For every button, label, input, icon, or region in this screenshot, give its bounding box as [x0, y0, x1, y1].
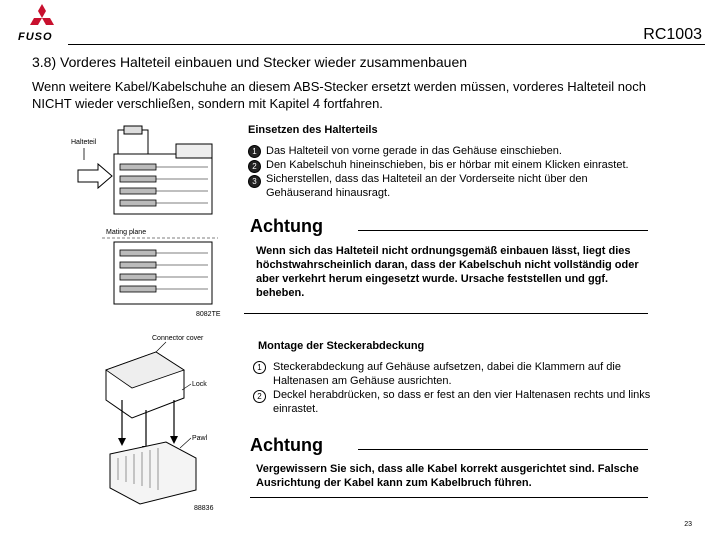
intro-paragraph: Wenn weitere Kabel/Kabelschuhe an diesem ABS-Stecker ersetzt werden müssen, vorderes Halteteil noch NICHT wieder verschließen, sondern mit Kapitel 4 fortfahren. — [32, 79, 646, 111]
figure-label-retainer: Halteteil — [71, 139, 97, 146]
warning-title: Achtung — [250, 435, 323, 455]
header-divider — [68, 44, 705, 45]
cover-assembly-heading: Montage der Steckerabdeckung — [258, 340, 425, 352]
mitsubishi-logo-icon — [26, 4, 58, 32]
warning-title-rule — [358, 230, 648, 231]
warning-bottom-rule — [250, 497, 648, 498]
figure-label-mating-plane: Mating plane — [106, 229, 147, 236]
document-code: RC1003 — [643, 26, 702, 43]
warning-title: Achtung — [250, 216, 323, 236]
step-text: Deckel herabdrücken, so dass er fest an den vier Haltenasen rechts und links einrastet. — [273, 389, 651, 415]
section-title: 3.8) Vorderes Halteteil einbauen und Stecker wieder zusammenbauen — [32, 54, 468, 70]
step-text: Sicherstellen, dass das Halteteil an der Vorderseite nicht über den Gehäuserand hinausragt. — [266, 173, 588, 199]
figure-code-top: 8082TE — [196, 311, 221, 318]
figure-label-lock: Lock — [192, 381, 207, 388]
step-number-badge: 1 — [253, 361, 266, 374]
step-text: Das Halteteil von vorne gerade in das Gehäuse einschieben. — [266, 145, 562, 157]
figure-code-bottom: 88836 — [194, 505, 214, 512]
warning-title-rule — [358, 449, 648, 450]
step-text: Steckerabdeckung auf Gehäuse aufsetzen, dabei die Klammern auf die Haltenasen am Gehäuse ausrichten. — [273, 361, 621, 387]
connector-cover-figure — [96, 330, 220, 514]
step-number-badge: 1 — [248, 145, 261, 158]
warning-bottom-rule — [244, 313, 648, 314]
warning-text: Vergewissern Sie sich, dass alle Kabel korrekt ausgerichtet sind. Falsche Ausrichtung der Kabel kann zum Kabelbruch führen. — [256, 463, 639, 489]
brand-logo-text: FUSO — [18, 31, 53, 43]
page-number: 23 — [684, 521, 692, 528]
figure-label-pawl: Pawl — [192, 435, 208, 442]
figure-label-connector-cover: Connector cover — [152, 335, 204, 342]
retainer-insertion-figure — [68, 124, 224, 320]
warning-text: Wenn sich das Halteteil nicht ordnungsgemäß einbauen lässt, liegt dies höchstwahrscheinlich daran, dass der Kabelschuh nicht vollständig oder aber verkehrt herum eingesetzt wurde. Ursache feststellen und ggf. beheben. — [256, 245, 639, 299]
step-number-badge: 2 — [253, 390, 266, 403]
retainer-insertion-heading: Einsetzen des Halterteils — [248, 124, 378, 136]
step-number-badge: 2 — [248, 160, 261, 173]
step-number-badge: 3 — [248, 175, 261, 188]
step-text: Den Kabelschuh hineinschieben, bis er hörbar mit einem Klicken einrastet. — [266, 159, 629, 171]
